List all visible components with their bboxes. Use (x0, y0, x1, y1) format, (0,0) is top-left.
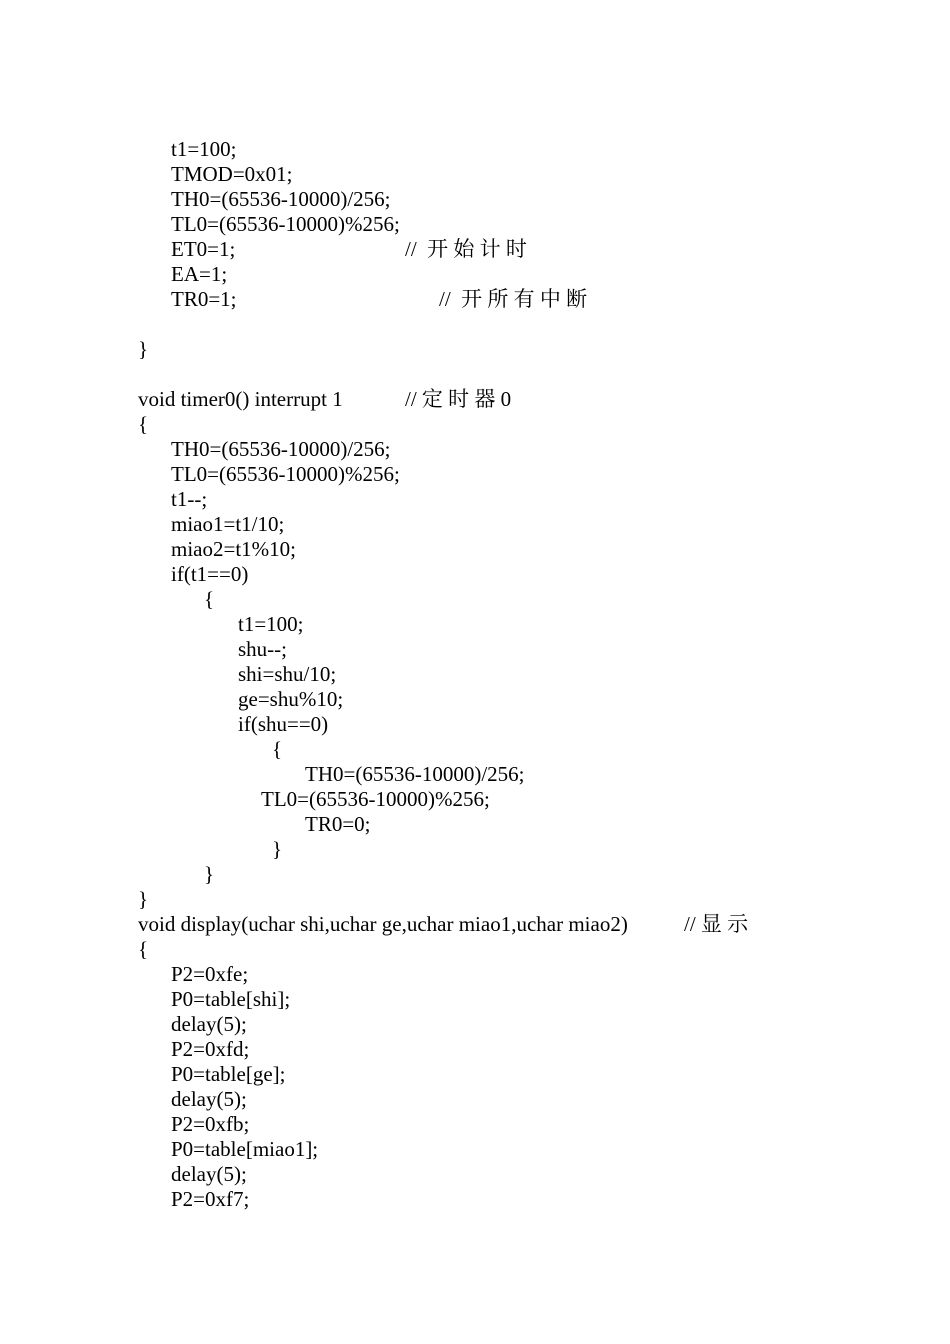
code-line: if(shu==0) (238, 712, 329, 736)
code-line: delay(5); (171, 1087, 247, 1111)
code-comment: // 显 示 (684, 912, 749, 936)
code-line: P2=0xf7; (171, 1187, 250, 1211)
code-line: } (138, 337, 149, 361)
code-line: TR0=1; (171, 287, 237, 311)
code-line: } (138, 887, 149, 911)
code-line: t1=100; (238, 612, 304, 636)
code-line: shu--; (238, 637, 287, 661)
code-line: ET0=1; (171, 237, 236, 261)
code-line: P0=table[miao1]; (171, 1137, 319, 1161)
code-line: t1--; (171, 487, 208, 511)
code-line: P2=0xfd; (171, 1037, 250, 1061)
code-line: P0=table[shi]; (171, 987, 291, 1011)
code-line: TH0=(65536-10000)/256; (171, 437, 391, 461)
code-line: { (272, 737, 283, 761)
code-line: ge=shu%10; (238, 687, 344, 711)
code-line: void display(uchar shi,uchar ge,uchar miao1,uchar miao2) (138, 912, 628, 936)
code-line: void timer0() interrupt 1 (138, 387, 343, 411)
code-line: shi=shu/10; (238, 662, 337, 686)
code-line: TMOD=0x01; (171, 162, 293, 186)
code-line: P2=0xfe; (171, 962, 249, 986)
code-line: } (204, 862, 215, 886)
code-line: miao2=t1%10; (171, 537, 296, 561)
code-line: TL0=(65536-10000)%256; (261, 787, 490, 811)
code-line: TL0=(65536-10000)%256; (171, 462, 400, 486)
code-comment: // 开 始 计 时 (405, 237, 527, 261)
code-line: EA=1; (171, 262, 228, 286)
code-line: TH0=(65536-10000)/256; (305, 762, 525, 786)
code-line: } (272, 837, 283, 861)
code-line: { (204, 587, 215, 611)
code-comment: // 定 时 器 0 (405, 387, 512, 411)
code-line: if(t1==0) (171, 562, 249, 586)
code-line: { (138, 412, 149, 436)
code-line: P2=0xfb; (171, 1112, 250, 1136)
code-line: TR0=0; (305, 812, 371, 836)
code-line: delay(5); (171, 1162, 247, 1186)
code-line: { (138, 937, 149, 961)
code-line: delay(5); (171, 1012, 247, 1036)
code-comment: // 开 所 有 中 断 (439, 287, 588, 311)
code-line: miao1=t1/10; (171, 512, 285, 536)
code-line: t1=100; (171, 137, 237, 161)
code-line: TL0=(65536-10000)%256; (171, 212, 400, 236)
code-line: TH0=(65536-10000)/256; (171, 187, 391, 211)
code-line: P0=table[ge]; (171, 1062, 286, 1086)
